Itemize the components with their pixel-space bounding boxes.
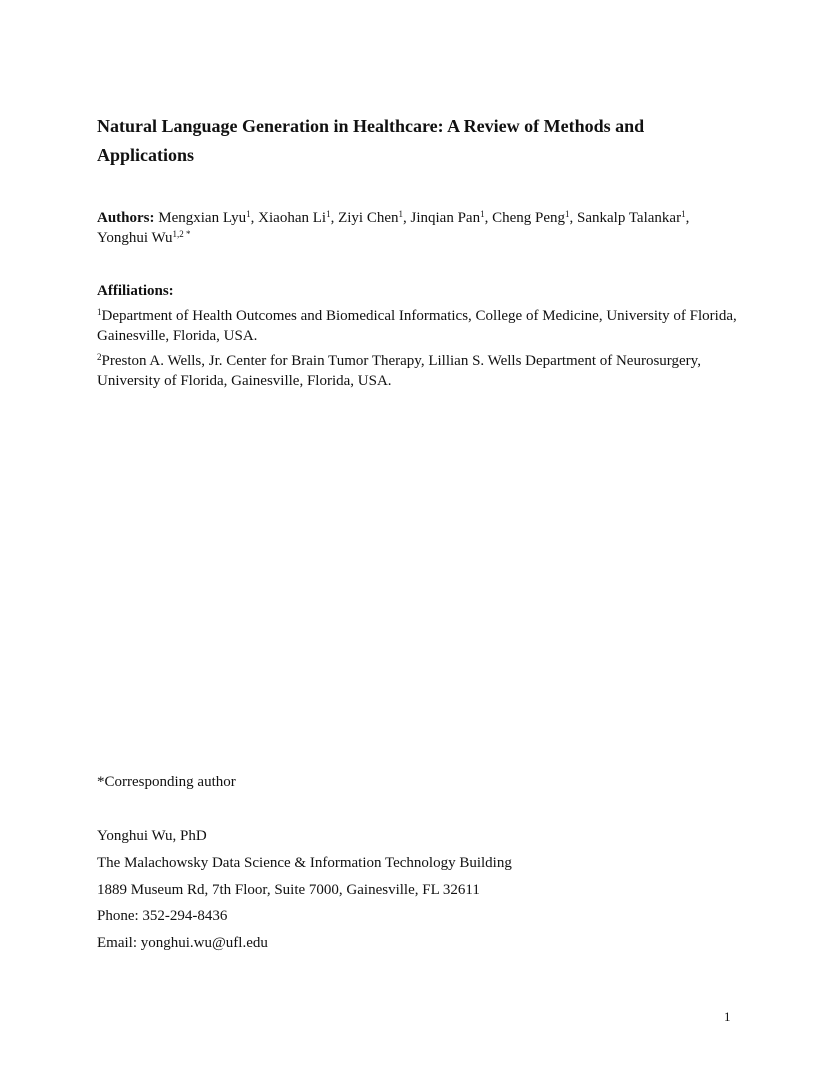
author-separator: ,	[250, 210, 259, 226]
affiliation-1	[97, 306, 737, 346]
affiliation-2	[97, 351, 737, 391]
author-affiliation-mark: 1,2 *	[172, 229, 191, 239]
affiliation-1-mark: 1	[97, 307, 102, 317]
author-name: Yonghui Wu	[97, 230, 173, 246]
author-affiliation-mark: 1	[480, 209, 485, 219]
contact-name: Yonghui Wu, PhD	[97, 828, 207, 844]
affiliation-2-text: Preston A. Wells, Jr. Center for Brain Tumor Therapy, Lillian S. Wells Department of Neurosurgery, University of Florida, Gainesville, Florida, USA.	[97, 353, 701, 389]
author-separator: ,	[484, 210, 493, 226]
page-number: 1	[724, 1009, 731, 1024]
author-affiliation-mark: 1	[681, 209, 686, 219]
author-name: Jinqian Pan	[410, 210, 481, 226]
affiliation-2-mark: 2	[97, 352, 102, 362]
contact-address: 1889 Museum Rd, 7th Floor, Suite 7000, Gainesville, FL 32611	[97, 882, 480, 898]
contact-phone: Phone: 352-294-8436	[97, 908, 228, 924]
author-separator: ,	[330, 210, 339, 226]
author-affiliation-mark: 1	[246, 209, 251, 219]
author-name: Xiaohan Li	[258, 210, 327, 226]
author-line	[97, 208, 737, 248]
authors-label: Authors:	[97, 210, 155, 226]
author-separator: ,	[403, 210, 411, 226]
author-affiliation-mark: 1	[326, 209, 331, 219]
author-name: Ziyi Chen	[338, 210, 399, 226]
author-name: Cheng Peng	[492, 210, 566, 226]
affiliation-1-text: Department of Health Outcomes and Biomedical Informatics, College of Medicine, University of Florida, Gainesville, Florida, USA.	[97, 308, 737, 344]
author-separator: ,	[569, 210, 578, 226]
author-affiliation-mark: 1	[398, 209, 403, 219]
paper-title: Natural Language Generation in Healthcare: A Review of Methods and Applications	[97, 116, 645, 165]
contact-email: Email: yonghui.wu@ufl.edu	[97, 935, 268, 951]
corresponding-author-label: *Corresponding author	[97, 774, 236, 790]
author-name: Mengxian Lyu	[158, 210, 247, 226]
author-separator: ,	[685, 210, 690, 226]
author-list	[97, 210, 689, 246]
contact-building: The Malachowsky Data Science & Information Technology Building	[97, 855, 512, 871]
affiliations-heading: Affiliations:	[97, 283, 174, 299]
author-affiliation-mark: 1	[565, 209, 570, 219]
author-name: Sankalp Talankar	[577, 210, 682, 226]
